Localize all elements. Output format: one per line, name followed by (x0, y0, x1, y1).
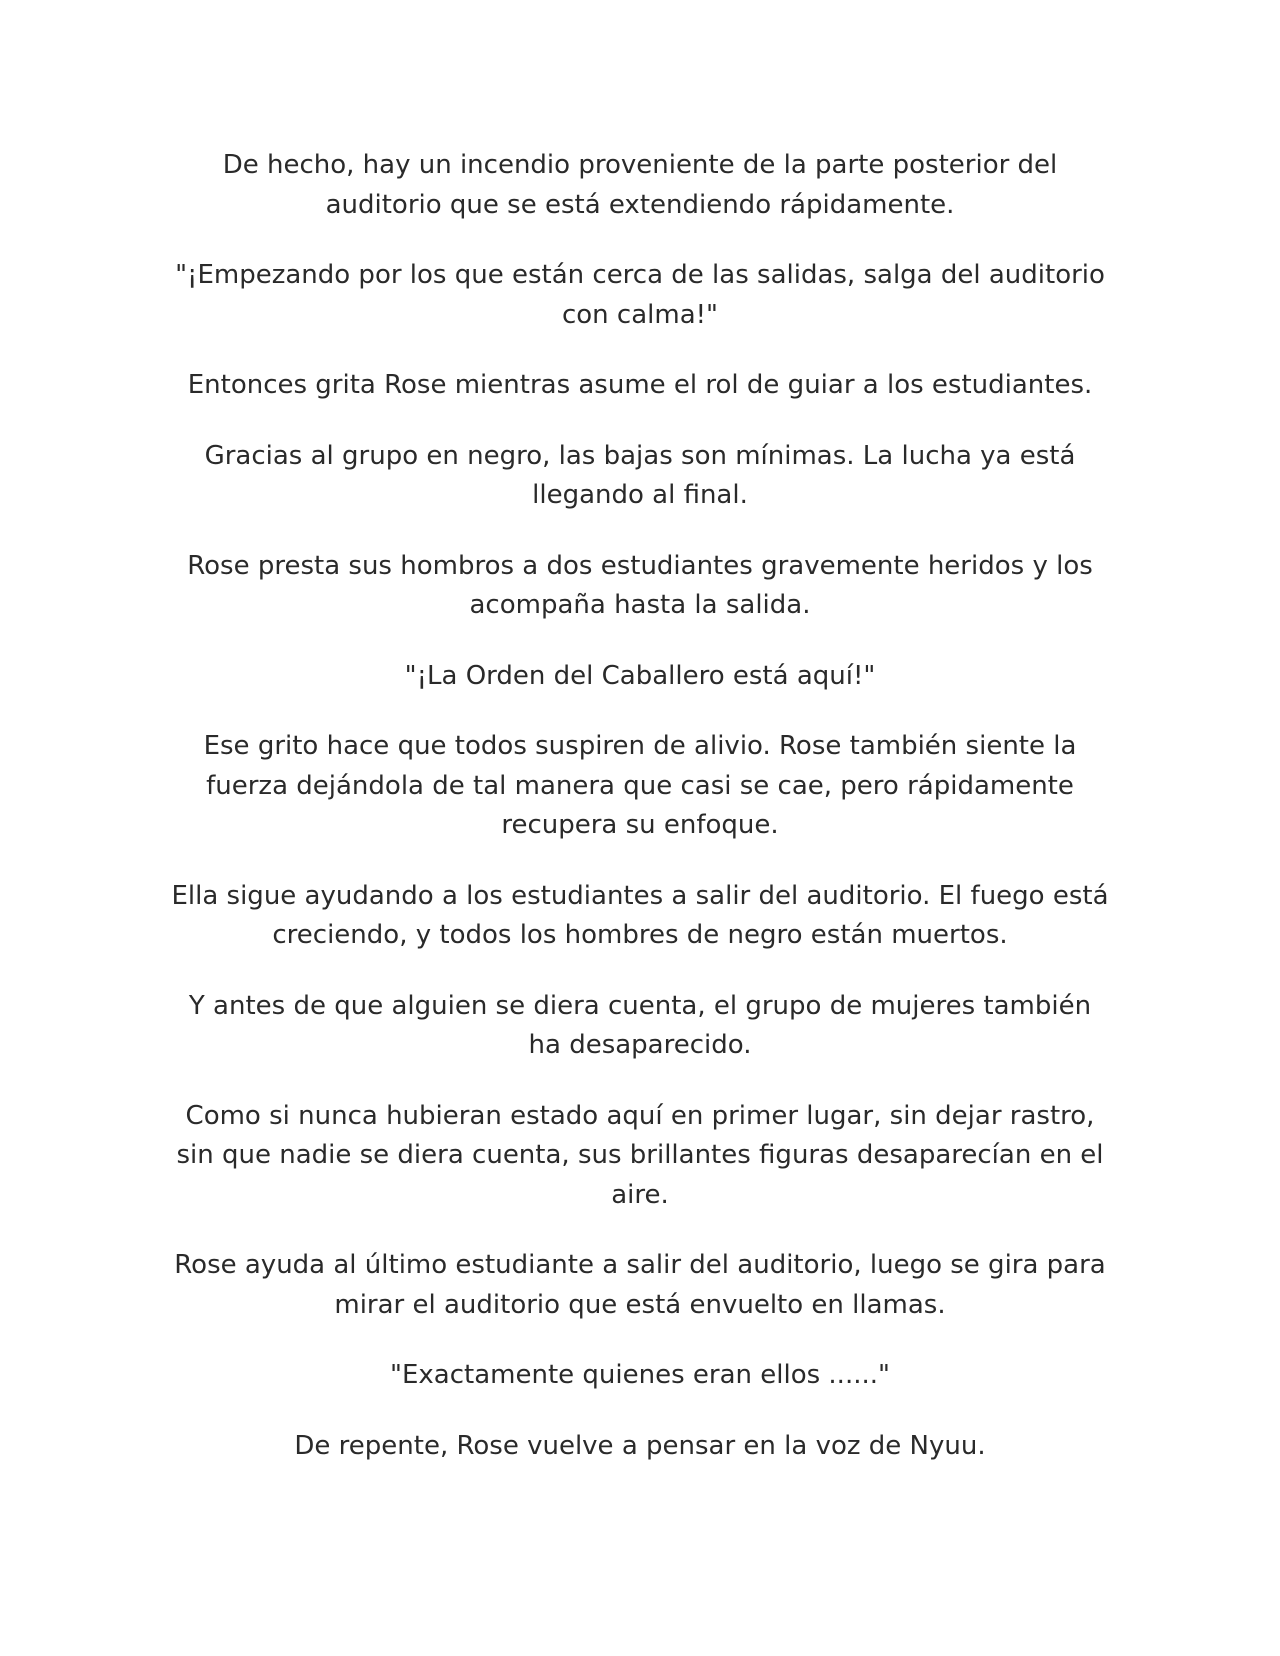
paragraph-5: Rose presta sus hombros a dos estudiantes gravemente heridos y los acompaña hasta la salida. (187, 550, 1093, 620)
document-body (170, 146, 1110, 1497)
paragraph-11: Rose ayuda al último estudiante a salir del auditorio, luego se gira para mirar el auditorio que está envuelto en llamas. (174, 1250, 1106, 1320)
paragraph-2: "¡Empezando por los que están cerca de las salidas, salga del auditorio con calma!" (175, 260, 1105, 330)
paragraph-12: "Exactamente quienes eran ellos ......" (390, 1360, 890, 1390)
paragraph-13: De repente, Rose vuelve a pensar en la voz de Nyuu. (294, 1430, 986, 1461)
paragraph-4: Gracias al grupo en negro, las bajas son mínimas. La lucha ya está llegando al final. (204, 440, 1076, 510)
paragraph-10: Como si nunca hubieran estado aquí en primer lugar, sin dejar rastro, sin que nadie se diera cuenta, sus brillantes figuras desaparecían en el aire. (176, 1100, 1104, 1210)
paragraph-8: Ella sigue ayudando a los estudiantes a salir del auditorio. El fuego está creciendo, y todos los hombres de negro están muertos. (171, 880, 1109, 950)
paragraph-9: Y antes de que alguien se diera cuenta, el grupo de mujeres también ha desaparecido. (188, 990, 1092, 1060)
paragraph-6: "¡La Orden del Caballero está aquí!" (404, 660, 876, 691)
paragraph-1: De hecho, hay un incendio proveniente de la parte posterior del auditorio que se está extendiendo rápidamente. (222, 150, 1058, 220)
paragraph-7: Ese grito hace que todos suspiren de alivio. Rose también siente la fuerza dejándola de tal manera que casi se cae, pero rápidamente recupera su enfoque. (203, 731, 1077, 840)
paragraph-3: Entonces grita Rose mientras asume el rol de guiar a los estudiantes. (187, 370, 1093, 400)
